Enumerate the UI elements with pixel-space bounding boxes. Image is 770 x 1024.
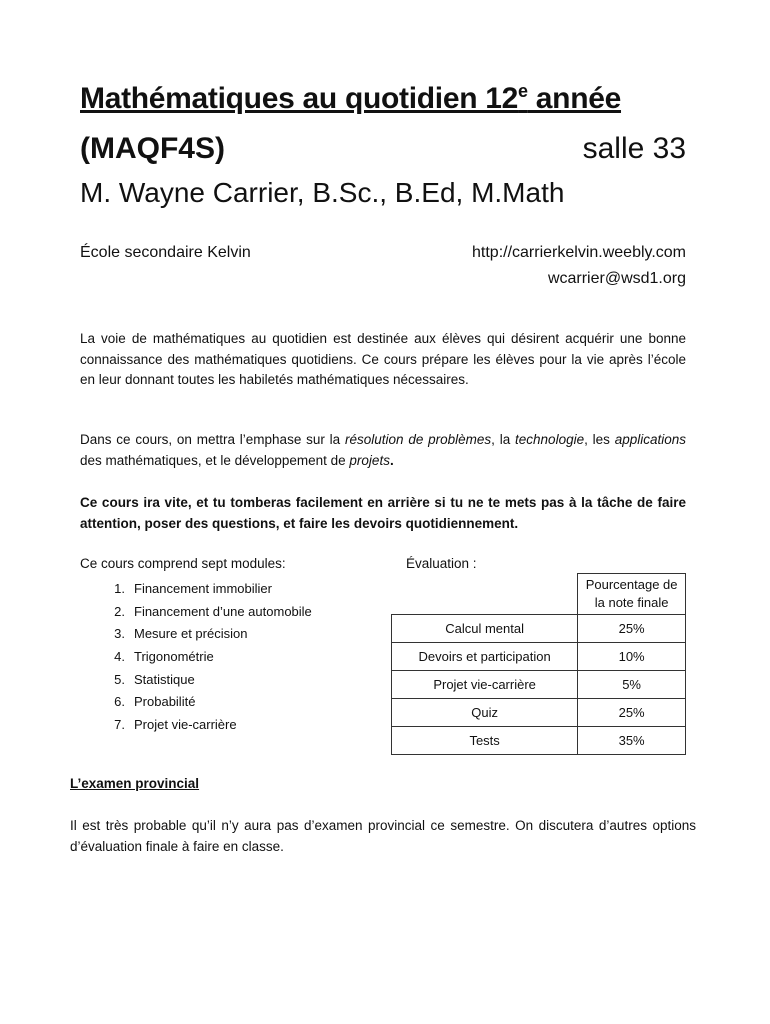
table-header-row [392, 574, 686, 615]
page-title [80, 82, 686, 116]
evaluation-table [391, 573, 686, 755]
list-number: 7. [114, 717, 125, 733]
course-code: (MAQF4S) [80, 132, 225, 165]
evaluation-title: Évaluation : [406, 556, 477, 571]
row-label: Tests [392, 727, 578, 755]
warning-paragraph: Ce cours ira vite, et tu tomberas facilement en arrière si tu ne te mets pas à la tâche de faire attention, poser des questions, et faire les devoirs quotidiennement. [80, 495, 686, 531]
list-label: Mesure et précision [134, 626, 248, 642]
website-url: http://carrierkelvin.weebly.com [472, 244, 686, 261]
italic-segment: applications [614, 432, 686, 447]
table-corner-cell [392, 574, 578, 615]
title-text: Mathématiques au quotidien 12 [80, 82, 519, 115]
text-segment: , la [491, 432, 516, 447]
list-item [80, 578, 312, 601]
list-item [80, 714, 312, 737]
list-number: 5. [114, 671, 125, 687]
exam-heading: L’examen provincial [70, 776, 200, 791]
italic-segment: résolution de problèmes [344, 432, 492, 447]
email-address: wcarrier@wsd1.org [547, 270, 686, 287]
row-label: Quiz [392, 699, 578, 727]
table-header-cell [578, 574, 686, 615]
italic-segment: projets [349, 452, 390, 468]
list-number: 6. [114, 694, 125, 710]
text-segment: . [389, 452, 394, 468]
list-item [80, 646, 312, 669]
list-number: 1. [114, 581, 125, 596]
row-label: Projet vie-carrière [392, 671, 578, 699]
title-second-line [80, 132, 686, 172]
intro-paragraph: La voie de mathématiques au quotidien est destinée aux élèves qui désirent acquérir une bonne connaissance des mathématiques quotidiens. Ce cours prépare les élèves pour la vie après l’école en leur donnant toutes les habiletés mathématiques nécessaires. [80, 331, 686, 387]
list-number: 2. [114, 603, 125, 619]
header-line: Pourcentage de [585, 577, 678, 592]
emphasis-paragraph [80, 430, 686, 471]
row-value: 10% [578, 643, 686, 671]
list-label: Statistique [134, 671, 195, 687]
title-superscript: e [518, 81, 528, 101]
table-row [392, 671, 686, 699]
text-segment: , les [584, 432, 615, 447]
row-label: Devoirs et participation [392, 643, 578, 671]
modules-list [80, 578, 312, 737]
row-value: 25% [578, 615, 686, 643]
list-number: 3. [114, 626, 125, 642]
italic-segment: technologie [515, 432, 585, 447]
row-value: 5% [578, 671, 686, 699]
list-label: Probabilité [134, 694, 196, 710]
table-row [392, 727, 686, 755]
list-label: Trigonométrie [134, 649, 214, 665]
modules-title: Ce cours comprend sept modules: [80, 556, 286, 571]
list-item [80, 601, 312, 624]
document-page [70, 0, 696, 1024]
exam-paragraph: Il est très probable qu’il n’y aura pas d’examen provincial ce semestre. On discutera d’autres options d’évaluation finale à faire en classe. [70, 818, 696, 854]
list-item [80, 623, 312, 646]
list-number: 4. [114, 649, 125, 665]
table-row [392, 615, 686, 643]
row-label: Calcul mental [392, 615, 578, 643]
school-name: École secondaire Kelvin [80, 244, 251, 261]
room-number: salle 33 [582, 132, 686, 165]
title-text-end: année [527, 82, 622, 115]
list-label: Financement immobilier [134, 581, 272, 596]
list-label: Financement d’une automobile [134, 603, 312, 619]
table-row [392, 643, 686, 671]
row-value: 35% [578, 727, 686, 755]
teacher-name: M. Wayne Carrier, B.Sc., B.Ed, M.Math [80, 177, 565, 208]
row-value: 25% [578, 699, 686, 727]
list-item [80, 691, 312, 714]
text-segment: Dans ce cours, on mettra l’emphase sur la [80, 432, 345, 447]
text-segment: des mathématiques, et le développement de [80, 452, 350, 468]
header-line: la note finale [594, 595, 669, 610]
table-row [392, 699, 686, 727]
list-item [80, 669, 312, 692]
list-label: Projet vie-carrière [134, 717, 237, 733]
